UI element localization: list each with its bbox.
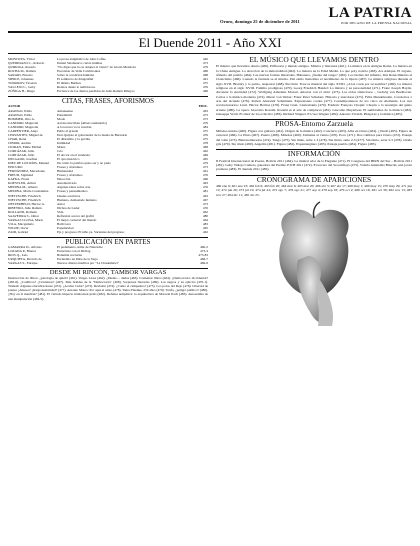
entry-title: Automotivado (57, 181, 77, 186)
author: MEDINA, María Constantina (8, 189, 49, 194)
entry-title: Nuevos diarios inéditos por "La Chaskañawi" (57, 261, 119, 266)
edition-number: 476 (202, 132, 208, 137)
entry-title: Humano, demasiado humano (57, 197, 97, 202)
entry-title: Reflexión acerca del grafiti (57, 213, 94, 218)
author: MEDINA M., Alberto (8, 185, 38, 190)
author: ARANGO, Pablo (8, 108, 32, 113)
author: FERNÁNDEZ, Macedonio (8, 169, 46, 174)
entry-title: El ojeo histórico (57, 157, 80, 162)
entry-title: El sombrero de Klugenfluf (57, 77, 94, 82)
musico-title: EL MÚSICO QUE LLEVAMOS DENTRO (249, 55, 379, 64)
author: ARANGO, Pablo (8, 112, 32, 117)
info-title: INFORMACIÓN (216, 149, 412, 156)
author: CANDORI, Magnolia (8, 124, 39, 129)
author: FREUD, Sigmund (8, 173, 34, 178)
edition-number: 468 (202, 144, 208, 149)
rincon-text: Destrucción de libros: ¿patología de quién? (461). Vargas Llosa (462). ¿Dudas… dudas (463). Comentar libros (464). ¿Democracia: Occidental? (465-6). ¿Catálicos? ¿Cristianos? (467). Más brindes de la "Democracia" (468). Sorpresas literarias (469). Los negros y su ejército (470-1). Tindeni: Algunas elucubraciones (472). ¿Acabar Cuba? (473). Revisión (474). ¿Como el campesino? (475). Los polos del Rejo (476). Libertad de prensa ¿Abusos? ¿Responsabilidad? (477). Antonio Mateo: Por aquí el santo (478). Tadeo Haenke, 250 años (479). Tarifa, ¿peligro público? (480). ¿Hoy en la menbría? (481). El variado impecio intelectual judío (482). Defensa antipática: la arquitectura de Marcela Ilach (483). Autoestima de una manipulación (484-5). (8, 276, 208, 301)
author: CANDORI, Magnolia (8, 120, 39, 125)
author: VARGAS S., Enrique (8, 261, 38, 266)
entry-title: Ballí Lara (57, 221, 71, 226)
edition-number: 480 (202, 213, 208, 218)
author: KOESTLER, Arthur (8, 181, 36, 186)
entry-title: Intimidad (57, 140, 71, 145)
edition-number: 473 (202, 201, 208, 206)
top-index-list (8, 57, 208, 93)
author: ROCHA M., Ramón (8, 69, 36, 74)
entry-title: Ejs y progreso: El niño ya. Variantes del progreso (57, 229, 125, 234)
list-item (8, 261, 208, 265)
edition-number: 475 (202, 136, 208, 141)
newspaper-tagline: POR DECANO DE LA PRENSA NACIONAL (341, 21, 412, 25)
page-title: El Duende 2011 - Año XXI (8, 33, 412, 54)
author: ZÚÑIGA H., Diego (8, 89, 35, 94)
author: TODOROV, Tzvetan (8, 81, 37, 86)
edition-number: 473 (202, 112, 208, 117)
apple-illustration (216, 199, 412, 329)
edition-number: 479 (202, 120, 208, 125)
author: SAAVEDRA S., Omar (8, 213, 39, 218)
edition-number: 483 (202, 221, 208, 226)
edition-number: 468 (202, 73, 208, 78)
entry-title: Amanuense (57, 108, 74, 113)
entry-title: Estudiantil (57, 112, 72, 117)
zarzuela-text: Milanos unidos (460). Figura con guitarra (461). Origen de la música (462). Concierto (463). Alba en Oruro (464). ¿Vendó (465). Figura de carnaval (466). La Pinto (467). Puerto (468). Minolas (469). Temudas al viento (470). Poco (471). Dos cambios para Oruro (472). Paisaje del valle (473). Bienaventurados (474). Tango (475). Sin título, serie 1-3 (476). Sin título, serie 2-3 (477). Sin título, serie 3-3 (478). Otoño gris (479). Sin título (480). Angelita (481). Figura (482). Expantangüero (483). Paisaje pueblo (484). Figura (485). (216, 128, 412, 146)
edition-number: 440 (202, 57, 208, 61)
publicacion-title: PUBLICACIÓN EN PARTES (8, 237, 208, 244)
entry-title: Frases y aforismos (57, 165, 83, 170)
edition-number: 475 (202, 81, 208, 86)
citas-list (8, 109, 208, 234)
crono-text: 460 ene 9; 461 ene 23; 462 feb 6; 463 feb 20; 464 mar 6; 465 mar 20; 466 abr 3; 467 abr 17; 468 may 1; 469 may 15; 470 may 29; 471 jun 12; 472 jun 26; 473 jul 10; 474 jul 24; 475 ago 7; 476 ago 21; 477 sep 4; 478 sep 18; 479 oct 2; 480 oct 16; 481 oct 30; 482 nov 13; 483 nov 27; 484 dic 11; 485 dic 25. (216, 183, 412, 197)
edition-number: 462 (202, 209, 208, 214)
entry-title: Escándalo en Ilabe de la Vega (57, 257, 98, 262)
issue-date: Oruro, domingo 25 de diciembre de 2011 (220, 19, 300, 24)
edition-number: 469 (202, 153, 208, 158)
entry-title: Cris (57, 148, 63, 153)
entry-title: El último Barthes (57, 81, 81, 86)
entry-title: Bohemia nocturna (57, 253, 82, 258)
crono-title: CRONOGRAMA DE APARICIONES (216, 175, 412, 182)
author: URQUIETA, Ricardo de (8, 257, 42, 262)
entry-title: La prosa enigmática de John Coffee (57, 57, 106, 61)
author: CHAR, René (8, 136, 27, 141)
edition-number: 481 (202, 189, 208, 194)
entry-title: El mejor carnaval del mundo (57, 217, 97, 222)
edition-number: 466-7 (200, 257, 208, 262)
edition-number: 462 (202, 148, 208, 153)
citas-header-edition: EDIC. (198, 104, 208, 109)
entry-title: Popularidad (57, 225, 74, 230)
entry-title: El doctor en el vendedor (57, 153, 91, 158)
edition-number: 469-9 (200, 261, 208, 266)
musico-text: El músico que llevamos dentro (460). Pitfhooria y mundo antiguo. Música y literatura (461). La música en la Antigua Roma. La música en la China Antigua. La atracción de la inmortalidad (462). La música en la Edad Media. La que poly noticia (463). Ars Antiqua. El órgano, afinerío del pueblo (464). Las nuevas formas musicales. Habanera, ¿fuente del tango? (465). Los bielles del infierno. Del Renacimiento al Clasicismo (466). Cuando la fantasía se el mucho. Del estilo metodista el nacimiento de la Opera (467). La música religiosa durante el siglo XVII. Bistraty y lo patrio, nsquostal (468). Puccinia: Trascos musical del siglo XVIII. ¿A las cosas por su nombre? (469). La música religiosa en el siglo XVIII. Familia prodigiosa (470). Georg Friedrich Handel: La música y su personalidad (471). Franz Joseph Haydn. Alcanzar la eternidad (472). Wolfgang Amadeus Mozart. Ahorras con el alcirr (473). Los oídos silenciosos – Ludwig van Beethoven. Carlos a la música moderna (474). Music von Weber: Franz Peter Schubert. Historia y anécdotas (475). Félix Mendelssohn. Conciertos o arte del alcunde (476). Robert Alexandr Schumann. Expresiones cordes (477). Contemporáneos de los cisco en Alemania. Los tres revolucionarios: Liszt. Héctor Berlioz (478). Franz Liszt. Lisztomanía (479). Frédéric François Chopin: Chopin o la nostalgia del genio errante (480). La ópera. Giacomo Rossini. Rossini es el arte de complacer (481). Giacomo Meyerbeer. El sembramos de la música (482). Giuseppe Verdi. El amor de los ecléctico (483). Richard Wagner. El caso Wagner (484). Antonio Vivaldi. Pitágoras y la música (485). (216, 64, 412, 117)
edition-number: 479 (202, 65, 208, 70)
entry-title: Entrevista con el Dichag (57, 249, 91, 254)
edition-number: 465 (202, 157, 208, 162)
edition-number: 465 (202, 225, 208, 230)
author: CARPENTIER, Alejo (8, 128, 38, 133)
entry-title: Sobre la condición humana (57, 73, 95, 78)
edition-number: 475 (202, 128, 208, 133)
author: CIBIOR, Andrés (8, 140, 31, 145)
edition-number: 466 (202, 177, 208, 182)
author: CERVANTES, Miguel de (8, 132, 43, 137)
list-item (8, 89, 208, 93)
entry-title: Amor (57, 201, 65, 206)
author: GAMARRA D., Alfonso (8, 245, 42, 250)
entry-title: Frases y aforismos (57, 173, 83, 178)
entry-title: Así me inscriben (Albert enténderlo) (57, 120, 107, 125)
entry-title: Daniel Salamanca: cartas íntimas (57, 61, 103, 66)
author: VARGAS LLOSA, Mario (8, 217, 44, 222)
edition-number: 464 (202, 217, 208, 222)
author: EPICURO (8, 165, 23, 170)
edition-number: 473 (202, 165, 208, 170)
publicacion-list (8, 245, 208, 265)
edition-number: 478 (202, 140, 208, 145)
author: DELGADO, Josefina (8, 157, 38, 162)
newspaper-name: LA PATRIA (328, 5, 412, 21)
rincon-title: DESDE MI RINCÓN, TAMBOR VARGAS (8, 268, 208, 275)
edition-number: 463 (202, 193, 208, 198)
entry-title: Don Quijote al gobernador de la ínsula de Barataria (57, 132, 128, 137)
citas-title: CITAS, FRASES, AFORISMOS (8, 96, 208, 103)
entry-title: Moda (57, 116, 65, 121)
edition-number: 473-83 (198, 253, 208, 258)
edition-number: 463 (202, 108, 208, 113)
edition-number: 466 (202, 69, 208, 74)
author: CIORAN, Emile Michel (8, 144, 42, 149)
edition-number: 484 (202, 124, 208, 129)
author: BOMMER, Otto A. (8, 116, 35, 121)
newspaper-brand (328, 6, 412, 25)
edition-number: 476 (202, 205, 208, 210)
entry-title: Algunas ideas sobre arte (57, 185, 91, 190)
edition-number: 476 (202, 173, 208, 178)
entry-title: El ditirambo y la gavilla (57, 136, 90, 141)
author: VALLEJO C., Gaby (8, 85, 36, 90)
entry-title: A la tercera va la vencida (57, 124, 92, 129)
list-item (8, 230, 208, 234)
entry-title: Vida (57, 209, 64, 214)
masthead (8, 6, 412, 30)
author: ZAID, Gabriel (8, 229, 28, 234)
edition-number: 461 (202, 77, 208, 82)
right-column (216, 57, 412, 329)
author: QUIROGA, Rosario (8, 65, 36, 70)
entry-title: De cómo la palabra quiso ser y no pudo (57, 161, 111, 166)
entry-title: Males (57, 144, 66, 149)
edition-number: 479 (202, 161, 208, 166)
edition-number: 462 (202, 229, 208, 234)
author: DIEZ DE LOS RÍOS, Manuel (8, 161, 49, 166)
entry-title: Humanidad (57, 169, 73, 174)
author: NIETZSCHE, Friedrich (8, 193, 41, 198)
entry-title: Encontrar de Velia Calvimontes (57, 69, 101, 74)
entry-title: Frases y pensamientos (57, 189, 88, 194)
author: OESTERHELD, Héctor G. (8, 201, 45, 206)
entry-title: "No digas que no se alzaper el viento" de Gloria Mendoza (57, 65, 136, 70)
entry-title: En busca de los diarios perdidos de Julio Ramón Ribeyro (57, 89, 135, 94)
edition-number: 460-2 (200, 245, 208, 250)
edition-number: 473 (202, 61, 208, 66)
author: NIETZSCHE, Friedrich (8, 197, 41, 202)
author: KAFKA, Franz (8, 177, 30, 182)
entry-title: Relatos desde lo tembloroso (57, 85, 96, 90)
entry-title: Dirección (57, 177, 71, 182)
author: LOZADA P., Blanca (8, 249, 37, 254)
entry-title: Dichos de Luder (57, 205, 80, 210)
author: CORTÁZAR, Julio (8, 153, 35, 158)
edition-number: 461 (202, 169, 208, 174)
author: MONTOYA, Víctor (8, 57, 36, 61)
edition-number: 466 (202, 89, 208, 94)
edition-number: 476 (202, 85, 208, 90)
edition-number: 473-4 (200, 249, 208, 254)
author: RIBEYRO, Julio Ramón (8, 205, 42, 210)
edition-number: 467 (202, 197, 208, 202)
left-column (8, 57, 208, 329)
author: ROLLAND, Romain (8, 209, 37, 214)
content-columns (8, 57, 412, 329)
info-text: II Festival Internacional de Poesía, Bolivia 2011 (464). La tiniéral ador de la Elegante (471). El Congreso del BIRN del Sur – Bolivia 2011 (481). Gaby Vallejo Camelo, ganadora del Premio EJCH 2011 (472). El tercero del Secomfioys (475). Valeria Amandisa Bliecati, una joven promesa (483). El duende 2011 (485). (216, 158, 412, 172)
author: SIERLE, Johannes (8, 77, 34, 82)
author: RIOS Q., Luis (8, 253, 28, 258)
citas-header-author: AUTOR (8, 104, 21, 109)
edition-number: 463 (202, 181, 208, 186)
entry-title: Pablo el grande (57, 128, 79, 133)
entry-title: El pedamento onilar de Nietzsche (57, 245, 103, 250)
edition-number: 473 (202, 116, 208, 121)
author: WILDE, Oscar (8, 225, 29, 230)
edition-number: 476 (202, 185, 208, 190)
author: CORTÁZAR, Julio (8, 148, 35, 153)
author: QUEIRDAZO C., Roberto (8, 61, 45, 66)
entry-title: Ideales acerbicos (57, 193, 81, 198)
apple-figure-icon (254, 200, 374, 328)
author: SARAID, Ernesto (8, 73, 33, 78)
zarzuela-title: PROSA-Entorno Zarzuela (216, 119, 412, 126)
author: VILA, Macgamala (8, 221, 34, 226)
